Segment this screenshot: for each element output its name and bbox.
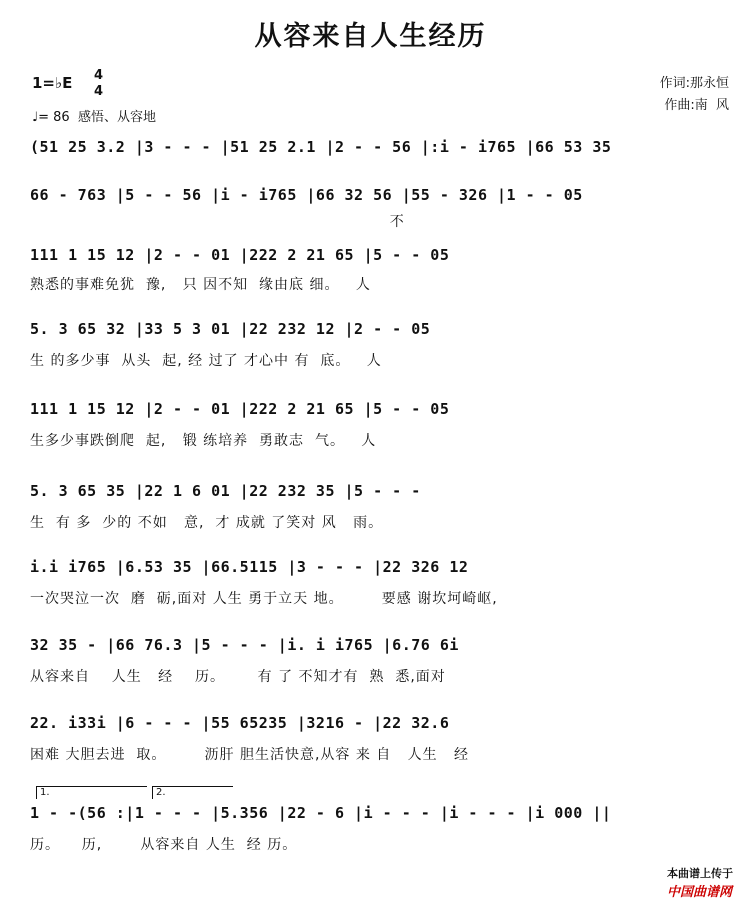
score-line-8-lyrics: 从容来自 人生 经 历。 有 了 不知才有 熟 悉,面对	[30, 669, 446, 685]
lyricist: 作词:那永恒	[659, 76, 729, 91]
site-logo: 中国曲谱网	[667, 885, 733, 900]
time-signature-top: 4	[94, 68, 104, 83]
score-line-1-notes: (51 25 3.2 |3 - - - |51 25 2.1 |2 - - 56 |:i - i765 |66 53 35	[30, 138, 612, 156]
score-line-3-notes: 111 1 15 12 |2 - - 01 |222 2 21 65 |5 - - 05	[30, 246, 450, 264]
score-line-9-notes: 22. i33i |6 - - - |55 65235 |3216 - |22 32.6	[30, 714, 450, 732]
first-ending-label: 1.	[40, 787, 50, 798]
score-line-4-notes: 5. 3 65 32 |33 5 3 01 |22 232 12 |2 - - 05	[30, 320, 431, 338]
score-line-3-lyrics: 熟悉的事难免犹 豫, 只 因不知 缘由底 细。 人	[30, 277, 371, 293]
score-line-10-lyrics: 历。 历, 从容来自 人生 经 历。	[30, 837, 298, 853]
score-line-5-lyrics: 生多少事跌倒爬 起, 锻 练培养 勇敢志 气。 人	[30, 433, 377, 449]
upload-credit	[659, 852, 733, 900]
composer: 作曲:南 风	[664, 98, 729, 113]
second-ending-label: 2.	[156, 787, 166, 798]
key-signature: 1=♭E	[32, 74, 73, 92]
score-line-6-lyrics: 生 有 多 少的 不如 意, 才 成就 了笑对 风 雨。	[30, 515, 384, 531]
score-line-2-notes: 66 - 763 |5 - - 56 |i - i765 |66 32 56 |55 - 326 |1 - - 05	[30, 186, 583, 204]
upload-credit-prefix: 本曲谱上传于	[667, 867, 733, 880]
tempo-marking: ♩= 86 感悟、从容地	[32, 110, 156, 125]
first-ending-bracket	[36, 786, 147, 799]
score-line-4-lyrics: 生 的多少事 从头 起, 经 过了 才心中 有 底。 人	[30, 353, 382, 369]
score-line-5-notes: 111 1 15 12 |2 - - 01 |222 2 21 65 |5 - - 05	[30, 400, 450, 418]
score-line-9-lyrics: 困难 大胆去进 取。 沥肝 胆生活快意,从容 来 自 人生 经	[30, 747, 470, 763]
score-line-6-notes: 5. 3 65 35 |22 1 6 01 |22 232 35 |5 - - -	[30, 482, 421, 500]
score-line-7-lyrics: 一次哭泣一次 磨 砺,面对 人生 勇于立天 地。 要感 谢坎坷崎岖,	[30, 591, 498, 607]
score-line-8-notes: 32 35 - |66 76.3 |5 - - - |i. i i765 |6.76 6i	[30, 636, 459, 654]
time-signature-bottom: 4	[94, 84, 104, 99]
page-title: 从容来自人生经历	[254, 21, 487, 52]
score-line-10-notes: 1 - -(56 :|1 - - - |5.356 |22 - 6 |i - - - |i - - - |i 000 ||	[30, 804, 612, 822]
score-line-7-notes: i.i i765 |6.53 35 |66.5115 |3 - - - |22 326 12	[30, 558, 469, 576]
score-line-2-lyrics: 不	[30, 214, 405, 230]
